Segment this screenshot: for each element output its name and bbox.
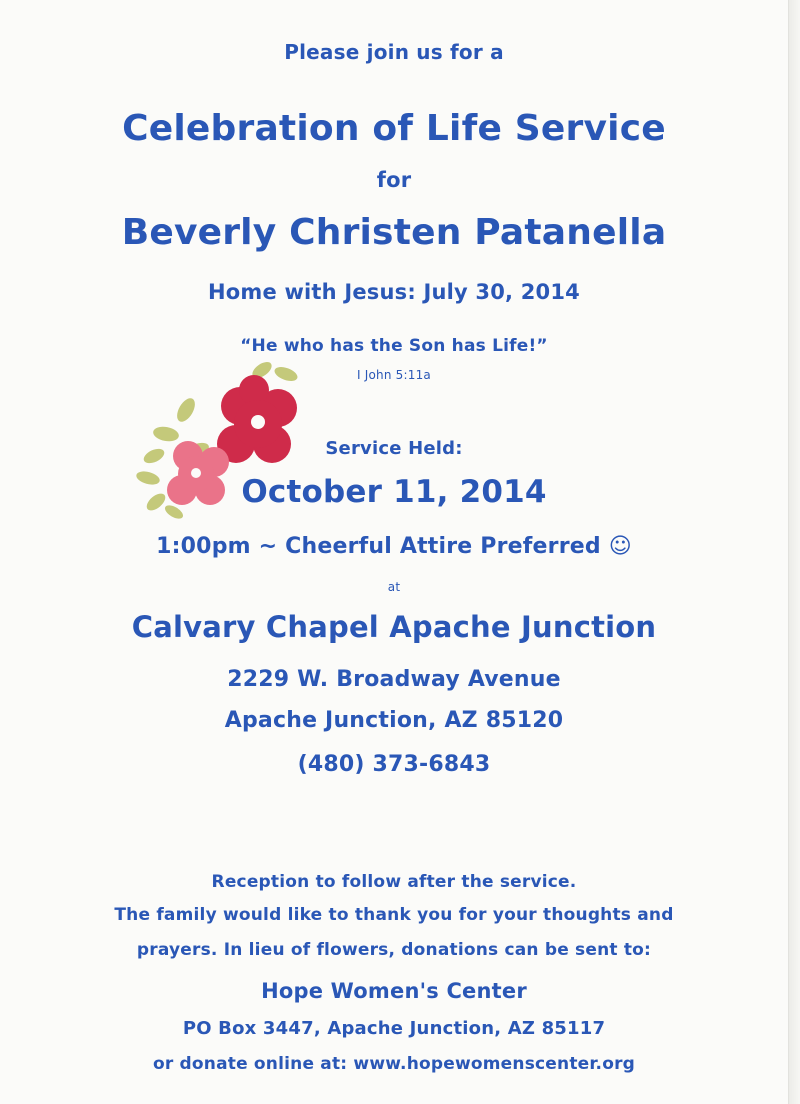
page-edge	[789, 0, 800, 1104]
verse-quote: “He who has the Son has Life!”	[240, 336, 548, 356]
service-date: October 11, 2014	[241, 474, 547, 510]
honoree-name: Beverly Christen Patanella	[121, 212, 667, 253]
at-word: at	[387, 580, 401, 594]
service-held-label: Service Held:	[325, 438, 463, 459]
for-word: for	[376, 168, 412, 192]
intro-text: Please join us for a	[284, 40, 504, 64]
donations-line: prayers. In lieu of flowers, donations can be sent to:	[136, 940, 652, 960]
home-with-jesus-date: Home with Jesus: July 30, 2014	[208, 280, 580, 304]
verse-reference: I John 5:11a	[357, 368, 431, 382]
thanks-line: The family would like to thank you for your thoughts and	[114, 905, 674, 925]
organization-address: PO Box 3447, Apache Junction, AZ 85117	[182, 1018, 606, 1039]
event-title: Celebration of Life Service	[122, 108, 666, 149]
donate-online-link: or donate online at: www.hopewomenscenter.org	[152, 1054, 636, 1074]
venue-street: 2229 W. Broadway Avenue	[227, 667, 561, 692]
reception-note: Reception to follow after the service.	[211, 872, 577, 892]
venue-phone: (480) 373-6843	[297, 752, 491, 777]
venue-city-state-zip: Apache Junction, AZ 85120	[224, 708, 564, 733]
venue-name: Calvary Chapel Apache Junction	[131, 610, 657, 644]
organization-name: Hope Women's Center	[261, 979, 527, 1003]
service-time-attire: 1:00pm ~ Cheerful Attire Preferred ☺	[156, 534, 632, 559]
